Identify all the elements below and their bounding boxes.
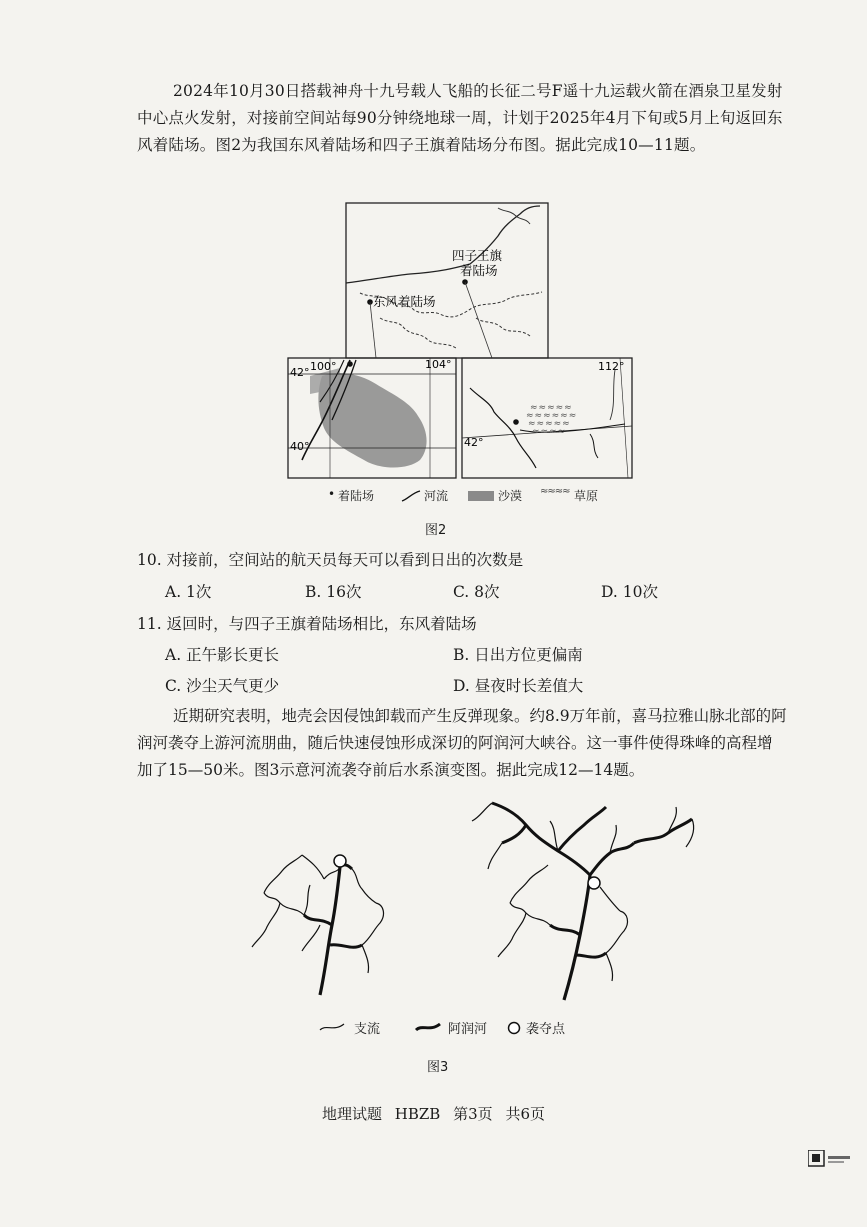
- qr-code-icon: [808, 1150, 852, 1168]
- legend-tributary-label: 支流: [354, 1022, 381, 1037]
- figure-3-caption: 图3: [427, 1060, 449, 1075]
- q10-option-c: C. 8次: [453, 583, 500, 601]
- figure-3-river-map: [240, 795, 710, 1010]
- capture-point-before: [334, 855, 346, 867]
- q10-option-d: D. 10次: [601, 583, 658, 601]
- footer-subject: 地理试题: [321, 1105, 382, 1123]
- intro-passage: 2024年10月30日搭载神舟十九号载人飞船的长征二号F遥十九运载火箭在酒泉卫星发射中心点火发射，对接前空间站每90分钟绕地球一周，计划于2025年4月下旬或5月上旬返回东风着陆场。图2为我国东风着陆场和四子王旗着陆场分布图。据此完成10—11题。: [137, 82, 783, 154]
- legend-grass-label: 草原: [574, 489, 599, 503]
- question-10-stem: 10. 对接前，空间站的航天员每天可以看到日出的次数是: [137, 551, 524, 569]
- svg-text:≈≈≈≈≈: ≈≈≈≈≈: [528, 419, 571, 429]
- legend-arun-label: 阿润河: [448, 1022, 488, 1037]
- q11-option-a: A. 正午影长更长: [165, 646, 280, 664]
- dongfeng-label: 东风着陆场: [373, 294, 436, 309]
- legend-site-label: 着陆场: [338, 489, 375, 503]
- svg-text:≈≈≈≈≈≈: ≈≈≈≈≈≈: [526, 411, 578, 421]
- figure-2-caption: 图2: [425, 523, 447, 538]
- legend-desert-icon: [468, 491, 494, 501]
- right-lon-1: 112°: [598, 360, 625, 373]
- q10-option-a: A. 1次: [165, 583, 212, 601]
- legend-grass-icon: ≈≈≈≈: [540, 486, 570, 497]
- footer-code: HBZB: [394, 1105, 441, 1123]
- figure-3-legend: [318, 1018, 598, 1038]
- passage-2: 近期研究表明，地壳会因侵蚀卸载而产生反弹现象。约8.9万年前，喜马拉雅山脉北部的阿润河袭夺上游河流朋曲，随后快速侵蚀形成深切的阿润河大峡谷。这一事件使得珠峰的高程增加了15—50米。图3示意河流袭夺前后水系演变图。据此完成12—14题。: [137, 707, 787, 779]
- legend-site-icon: •: [328, 487, 336, 501]
- legend-river-icon: [400, 489, 422, 503]
- left-lat-2: 40°: [290, 440, 310, 453]
- q11-option-b: B. 日出方位更偏南: [453, 646, 583, 664]
- svg-text:≈≈≈≈≈: ≈≈≈≈≈: [530, 403, 573, 413]
- legend-desert-label: 沙漠: [498, 489, 523, 503]
- legend-tributary-icon: [318, 1020, 346, 1034]
- legend-arun-icon: [414, 1020, 442, 1034]
- left-lon-1: 100°: [310, 360, 337, 373]
- legend-capture-icon: [506, 1020, 522, 1036]
- legend-capture-label: 袭夺点: [526, 1022, 566, 1037]
- question-11-stem: 11. 返回时，与四子王旗着陆场相比，东风着陆场: [137, 615, 477, 633]
- footer-total: 共6页: [505, 1105, 545, 1123]
- page-footer: [0, 1103, 867, 1124]
- siziwang-label-2: 着陆场: [460, 263, 498, 278]
- figure-2-map: [280, 198, 640, 508]
- figure-2-legend: [328, 487, 628, 507]
- q11-option-d: D. 昼夜时长差值大: [453, 677, 584, 695]
- q10-option-b: B. 16次: [305, 583, 362, 601]
- capture-point-after: [588, 877, 600, 889]
- left-lon-2: 104°: [425, 358, 452, 371]
- right-lat-1: 42°: [464, 436, 484, 449]
- svg-text:≈≈≈≈: ≈≈≈≈: [532, 427, 567, 437]
- siziwang-label-1: 四子王旗: [452, 248, 503, 263]
- footer-page: 第3页: [453, 1105, 493, 1123]
- legend-river-label: 河流: [424, 489, 449, 503]
- left-lat-1: 42°: [290, 366, 310, 379]
- q11-option-c: C. 沙尘天气更少: [165, 677, 280, 695]
